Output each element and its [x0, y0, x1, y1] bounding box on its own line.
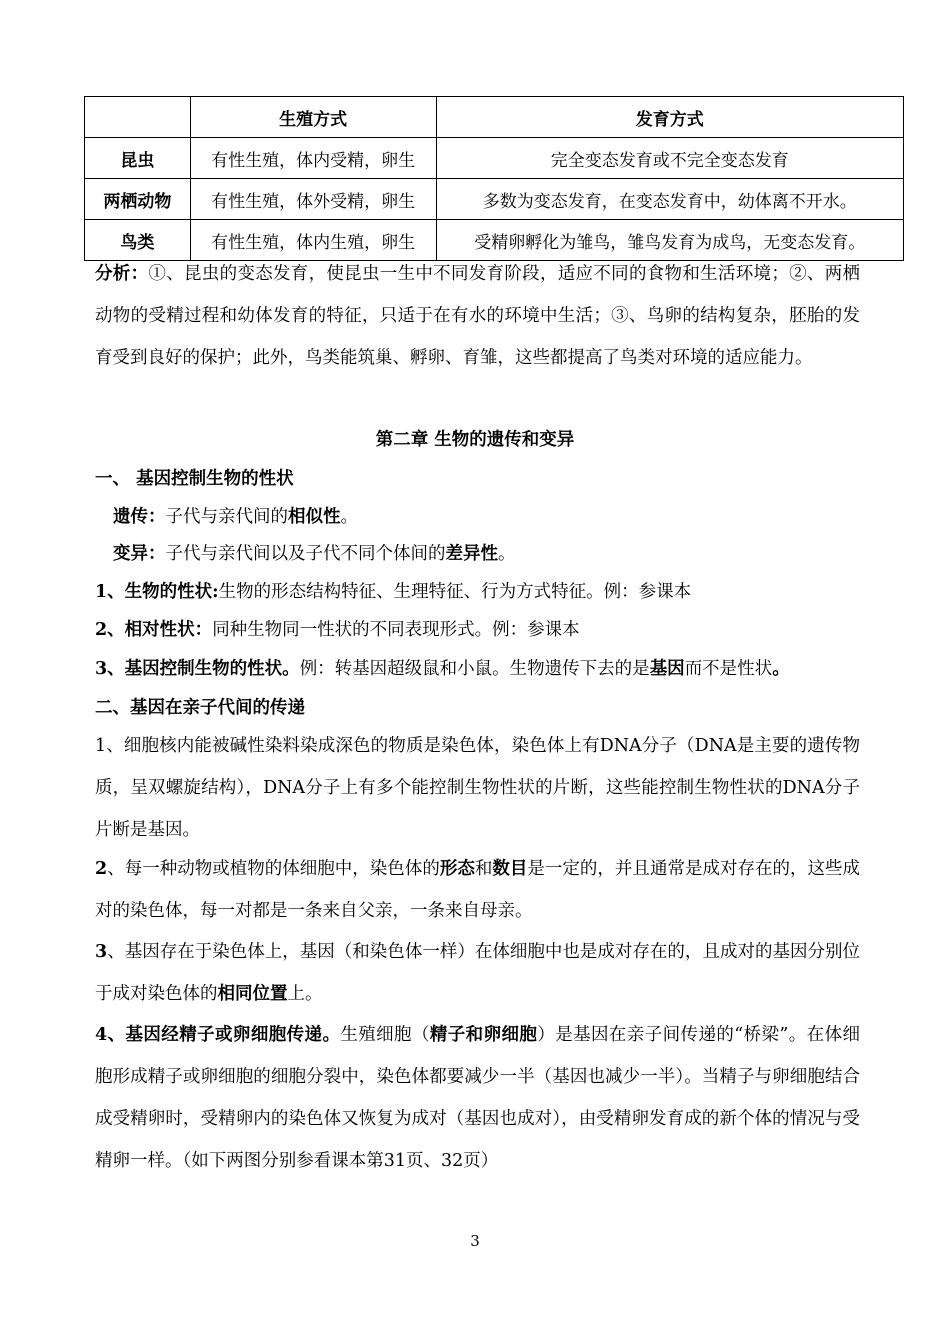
item-relative-traits [95, 618, 580, 642]
item-relative-traits-label: 2、相对性状： [95, 620, 213, 640]
analysis-paragraph [95, 253, 860, 379]
item-gene-control-text: 例：转基因超级鼠和小鼠。生物遗传下去的是 [299, 659, 650, 679]
table-cell-development: 完全变态发育或不完全变态发育 [436, 138, 903, 179]
reproduction-development-table [84, 96, 904, 261]
heredity-end: 。 [340, 507, 358, 527]
variation-label: 变异： [113, 544, 166, 564]
heredity-keyword: 相似性 [288, 507, 341, 527]
section2-paragraph-4 [95, 1014, 860, 1182]
table-cell-development: 多数为变态发育，在变态发育中，幼体离不开水。 [436, 179, 903, 220]
heredity-label: 遗传： [113, 507, 166, 527]
paragraph-number: 2 [95, 859, 108, 879]
table-row-name: 两栖动物 [85, 179, 191, 220]
analysis-label: 分析： [95, 264, 149, 284]
paragraph-text: 和 [474, 859, 493, 879]
item-gene-control-label: 3、基因控制生物的性状。 [95, 659, 300, 679]
item-gene-control-keyword: 基因 [649, 659, 685, 679]
paragraph-keyword: 相同位置 [217, 984, 288, 1004]
table-row [85, 138, 904, 179]
paragraph-text: 是一定的，并且通常是成对存在的，这些成对的染色体，每一对都是一条来自父亲，一条来自母亲。 [95, 859, 861, 921]
section2-paragraph-2 [95, 848, 860, 932]
item-gene-control-text-end: 而不是性状 [684, 659, 773, 679]
variation-text: 子代与亲代间以及子代不同个体间的 [165, 544, 446, 564]
section2-title: 二、基因在亲子代间的传递 [95, 698, 305, 718]
paragraph-text: 上。 [287, 984, 323, 1004]
item-traits [95, 580, 691, 604]
table-header-cell: 发育方式 [436, 97, 903, 138]
section2-paragraph-3 [95, 931, 860, 1015]
variation-keyword: 差异性 [445, 544, 498, 564]
item-traits-label: 1、生物的性状: [95, 582, 219, 602]
paragraph-keyword: 形态 [439, 859, 475, 879]
item-traits-text: 生物的形态结构特征、生理特征、行为方式特征。例：参课本 [218, 582, 692, 602]
paragraph-text: 、每一种动物或植物的体细胞中，染色体的 [107, 859, 440, 879]
paragraph-text: ）是基因在亲子间传递的“桥梁”。在体细胞形成精子或卵细胞的细胞分裂中，染色体都要减少一半（基因也减少一半）。当精子与卵细胞结合成受精卵时，受精卵内的染色体又恢复为成对（基因也成对），由受精卵发育成的新个体的情况与受精卵一样。（如下两图分别参看课本第31页、32页） [95, 1025, 860, 1171]
item-gene-control-period: 。 [772, 659, 790, 679]
heredity-definition [113, 505, 358, 529]
item-gene-control [95, 657, 790, 681]
item-relative-traits-text: 同种生物同一性状的不同表现形式。例：参课本 [212, 620, 580, 640]
analysis-text: ①、昆虫的变态发育，使昆虫一生中不同发育阶段，适应不同的食物和生活环境；②、两栖动物的受精过程和幼体发育的特征，只适于在有水的环境中生活；③、鸟卵的结构复杂，胚胎的发育受到良好的保护；此外，鸟类能筑巢、孵卵、育雏，这些都提高了鸟类对环境的适应能力。 [95, 264, 861, 368]
page-number: 3 [470, 1232, 480, 1250]
paragraph-number: 3 [95, 942, 108, 962]
table-row-name: 昆虫 [85, 138, 191, 179]
paragraph-keyword: 数目 [492, 859, 528, 879]
variation-definition [113, 542, 516, 566]
table-cell-reproduction: 有性生殖，体外受精，卵生 [190, 179, 436, 220]
table-cell-development: 受精卵孵化为雏鸟，雏鸟发育为成鸟，无变态发育。 [436, 220, 903, 261]
paragraph-keyword: 精子和卵细胞 [429, 1025, 538, 1045]
paragraph-text: 、基因存在于染色体上，基因（和染色体一样）在体细胞中也是成对存在的，且成对的基因分别位于成对染色体的 [95, 942, 860, 1004]
table-cell-reproduction: 有性生殖，体内生殖，卵生 [190, 220, 436, 261]
heredity-text: 子代与亲代间的 [165, 507, 288, 527]
table-header-cell: 生殖方式 [190, 97, 436, 138]
paragraph-text: 生殖细胞（ [340, 1025, 430, 1045]
table-row [85, 179, 904, 220]
variation-end: 。 [498, 544, 516, 564]
table-header-row [85, 97, 904, 138]
paragraph-lead: 4、基因经精子或卵细胞传递。 [95, 1025, 341, 1045]
section2-paragraph-1: 1、细胞核内能被碱性染料染成深色的物质是染色体，染色体上有DNA分子（DNA是主要的遗传物质，呈双螺旋结构），DNA分子上有多个能控制生物性状的片断，这些能控制生物性状的DNA分子片断是基因。 [95, 736, 860, 840]
table-row-name: 鸟类 [85, 220, 191, 261]
table-cell-reproduction: 有性生殖，体内受精，卵生 [190, 138, 436, 179]
table-header-cell [85, 97, 191, 138]
section1-title: 一、 基因控制生物的性状 [95, 469, 294, 489]
chapter-title: 第二章 生物的遗传和变异 [375, 430, 575, 450]
